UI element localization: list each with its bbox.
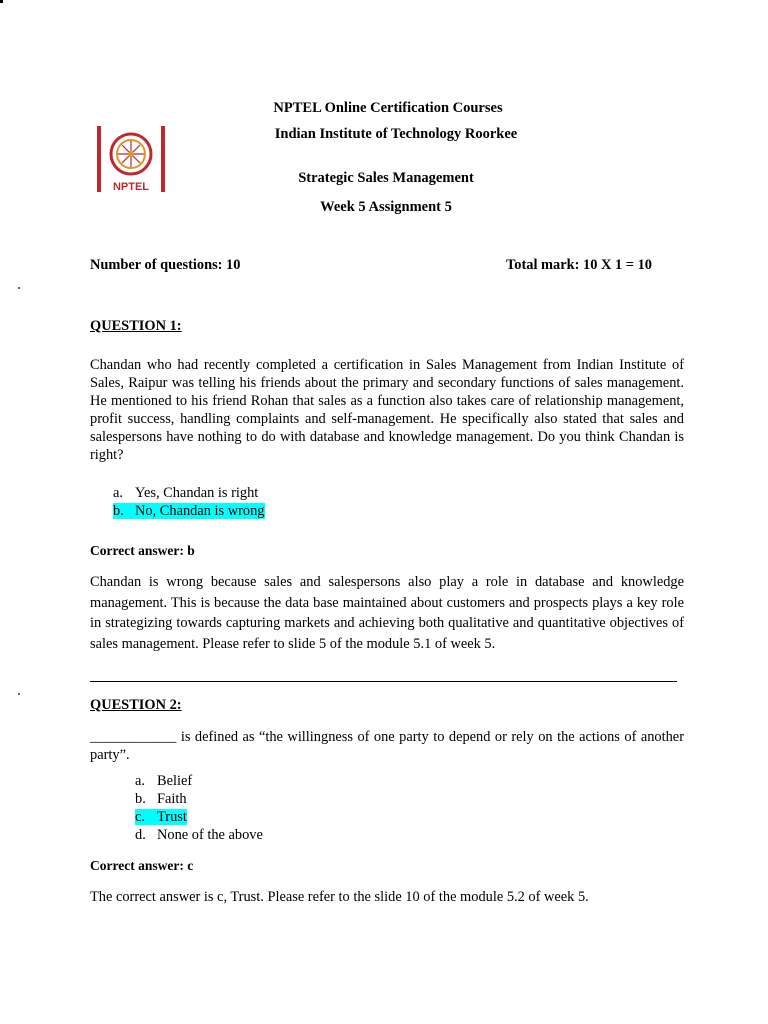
option-letter: a. xyxy=(113,485,123,501)
option-text: Belief xyxy=(157,773,193,789)
option-letter: b. xyxy=(135,791,146,807)
question-2-heading: QUESTION 2: xyxy=(90,697,182,713)
header-line2: Indian Institute of Technology Roorkee xyxy=(274,126,518,142)
option-letter: c. xyxy=(135,809,145,825)
option-text: Faith xyxy=(157,791,187,807)
svg-text:NPTEL: NPTEL xyxy=(112,181,150,193)
num-questions-value: : 10 xyxy=(217,257,241,273)
option-b xyxy=(113,502,265,520)
question-2-text: ____________ is defined as “the willingness of one party to depend or rely on the actions of another party”. xyxy=(90,729,684,763)
section-divider xyxy=(90,681,677,682)
option-text: No, Chandan is wrong xyxy=(135,503,265,519)
num-questions-label: Number of questions xyxy=(90,257,218,273)
question-2-options xyxy=(135,772,263,844)
question-1-options xyxy=(113,484,265,520)
option-text: Yes, Chandan is right xyxy=(135,485,259,501)
option-b xyxy=(135,790,263,808)
option-a xyxy=(113,484,265,502)
assignment-title: Week 5 Assignment 5 xyxy=(320,199,452,215)
total-mark: Total mark: 10 X 1 = 10 xyxy=(506,257,652,273)
num-questions xyxy=(90,257,240,274)
option-d xyxy=(135,826,263,844)
question-1-correct-answer: Correct answer: b xyxy=(90,543,195,558)
option-a xyxy=(135,772,263,790)
margin-mark xyxy=(18,287,20,289)
question-2-explanation: The correct answer is c, Trust. Please refer to the slide 10 of the module 5.2 of week 5. xyxy=(90,889,589,905)
option-letter: a. xyxy=(135,773,145,789)
corner-mark xyxy=(0,0,3,3)
question-2-correct-answer: Correct answer: c xyxy=(90,858,194,873)
option-text: None of the above xyxy=(157,827,263,843)
margin-mark xyxy=(18,693,20,695)
course-title: Strategic Sales Management xyxy=(298,170,474,186)
option-c xyxy=(135,808,263,826)
question-1-text: Chandan who had recently completed a certification in Sales Management from Indian Institute of Sales, Raipur was telling his friends about the primary and secondary functions of sales management. He mentioned to his friend Rohan that sales as a function also takes care of relationship management, profit success, handling complaints and self-management. He specifically also stated that sales and salespersons have nothing to do with database and knowledge management. Do you think Chandan is right? xyxy=(90,357,684,463)
option-letter: b. xyxy=(113,503,124,519)
option-letter: d. xyxy=(135,827,146,843)
question-1-heading: QUESTION 1: xyxy=(90,318,182,334)
question-1-explanation: Chandan is wrong because sales and salespersons also play a role in database and knowledge management. This is because the data base maintained about customers and prospects plays a key role in strategizing towards capturing markets and achieving both qualitative and quantitative objectives of sales management. Please refer to slide 5 of the module 5.1 of week 5. xyxy=(90,574,684,652)
header-line1: NPTEL Online Certification Courses xyxy=(273,100,503,116)
option-text: Trust xyxy=(157,809,187,825)
